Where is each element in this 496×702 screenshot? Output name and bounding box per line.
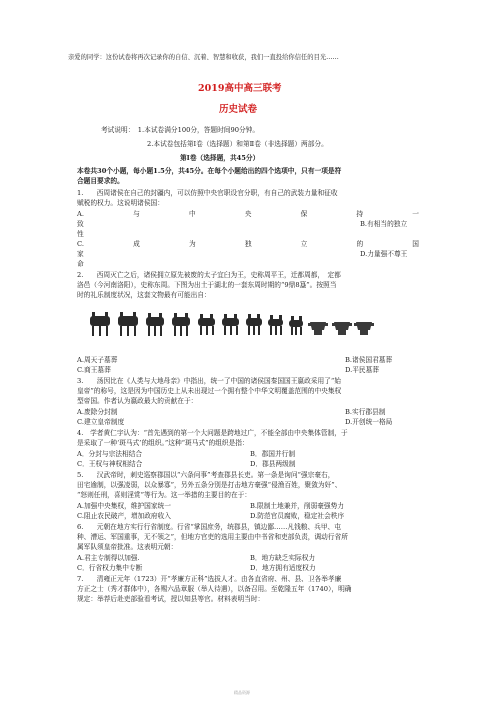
ding-vessel-icon xyxy=(289,316,303,335)
header-note: 亲爱的同学：这份试卷将再次记录你的自信、沉着、智慧和收获，我们一直投给你信任的目光…… xyxy=(68,54,339,61)
q3-stem-line2: 皇帝”的称号，这是因为中国历史上从未出现过一个拥有整个中华文明覆盖范围的中央集权 xyxy=(77,387,342,395)
q7-stem-line3: 规定：举荐后赴吏部验看考试，授以知县等官。材料表明当时： xyxy=(77,595,265,603)
part1-title: 第Ⅰ卷（选择题，共45分） xyxy=(180,154,260,162)
subject-title: 历史试卷 xyxy=(219,104,258,115)
ding-vessel-icon xyxy=(90,312,110,336)
q1-option-d-cont: 命 xyxy=(77,260,84,268)
ding-vessel-icon xyxy=(246,314,262,335)
ding-gui-vessels-image xyxy=(88,310,378,340)
q3-stem-line3: 型帝国。作者认为嬴政最大的贡献在于： xyxy=(77,397,198,405)
q3-option-b: B.实行郡县制 xyxy=(345,408,386,416)
q5-stem-line2: 田宅逾制，以强凌弱，以众暴寡”，另外五条分别是打击地方豪强“侵渔百姓，聚敛为奸”、 xyxy=(77,481,342,489)
q1-option-d: D.力量强不尊王 xyxy=(360,250,408,258)
gui-vessel-icon xyxy=(332,322,352,335)
q6-stem-line3: 属军队须皇帝批准。这表明元朝： xyxy=(77,543,178,551)
q6-option-a: A.君主专制得以加强. xyxy=(77,554,140,562)
q6-option-c: C．行省权力集中专断 xyxy=(77,564,143,572)
q1-option-b: B.有相当的独立 xyxy=(360,220,408,228)
q1-option-c-cont: 家 xyxy=(77,250,84,258)
gui-vessel-icon xyxy=(354,322,374,335)
q5-option-a: A.加强中央集权，维护国家统一 xyxy=(77,502,171,510)
q5-stem-line1: 5. 汉武帝时，刺史巡察郡国以“六条问事”考查郡县长吏。第一条是询问“强宗豪右， xyxy=(77,471,335,479)
q4-option-d: D．郡县两级制 xyxy=(250,460,296,468)
part1-intro-line2: 合题目要求的。 xyxy=(77,177,124,185)
q1-stem-line1: 1. 西周诸侯在自己的封疆内，可以仿照中央官职设官分职，有自己的武装力量和征收 xyxy=(77,189,338,197)
q5-option-c: C.阻止农民破产，增加政府收入 xyxy=(77,512,171,520)
q5-option-d: D.防范官员腐败，稳定社会秩序 xyxy=(250,512,345,520)
ding-vessel-icon xyxy=(198,314,215,335)
q3-option-d: D.开创统一格局 xyxy=(345,418,393,426)
ding-vessel-icon xyxy=(146,313,164,336)
footer-watermark: 精品资源 xyxy=(234,690,250,695)
q4-option-c: C．王权与神权相结合 xyxy=(77,460,143,468)
q4-stem-line1: 4. 学者黄仁宇认为：“首先遇到的第一个大问题是跨地过广，不能全部由中央集体管制，于 xyxy=(77,429,348,437)
q1-option-a: A. 与 中 央 保 持 一 xyxy=(77,210,419,218)
part1-intro-line1: 本卷共30个小题，每小题1.5分，共45分。在每个小题给出的四个选项中，只有一项是符 xyxy=(77,167,342,175)
q3-stem-line1: 3. 汤因比在《人类与大地母亲》中指出，统一了中国的诸侯国秦国国王嬴政采用了“始 xyxy=(77,377,341,385)
q2-option-d: D.平民墓葬 xyxy=(345,366,379,374)
q7-stem-line1: 7. 清雍正元年（1723）开“孝廉方正科”选拔人才。由各直省府、州、县、卫各举孝廉 xyxy=(77,575,342,583)
q1-option-b-cont: 性 xyxy=(77,230,84,238)
q1-option-c: C. 成 为 独 立 的 国 xyxy=(77,240,419,248)
ding-vessel-icon xyxy=(118,312,138,336)
q1-option-a-cont: 致 xyxy=(77,220,84,228)
q6-stem-line1: 6. 元朝在地方实行行省制度。行省“掌国庶务，统郡县，镇边鄙……凡钱粮、兵甲、屯 xyxy=(77,523,341,531)
instruction-2: 2.本试卷包括第Ⅰ卷（选择题）和第Ⅱ卷（非选择题）两部分。 xyxy=(147,140,328,148)
q2-stem-line1: 2. 西周灭亡之后，诸侯拥立原先被废的太子宜臼为王，史称周平王，迁都周都， 定都 xyxy=(77,271,341,279)
q1-stem-line2: 赋税的权力。这说明诸侯国： xyxy=(77,199,164,207)
q5-option-b: B.限制土地兼并，削弱豪强势力 xyxy=(250,502,344,510)
q6-stem-line2: 种、漕运、军国重事，无不领之”，但地方官吏的选用主要由中书省和吏部负责，调动行省所 xyxy=(77,533,348,541)
q7-stem-line2: 方正之士（秀才群体中），各赐六品章服（举人待遇），以备召用。至乾隆五年（1740），明确 xyxy=(77,585,352,593)
q2-option-b: B.诸侯国君墓葬 xyxy=(345,356,393,364)
gui-vessel-icon xyxy=(308,322,328,335)
q3-option-c: C.建立皇帝制度 xyxy=(77,418,125,426)
q2-option-a: A.周天子墓葬 xyxy=(77,356,118,364)
instruction-1: 考试说明： 1.本试卷满分100分，答题时间90分钟。 xyxy=(101,126,260,134)
q2-stem-line3: 时的礼乐制度状况，这套文物最有可能出自： xyxy=(77,291,211,299)
q4-stem-line2: 是采取了一种‘斑马式’的组织。”这种“斑马式”的组织是指： xyxy=(77,439,249,447)
q6-option-d: D．地方拥有适度权力 xyxy=(250,564,316,572)
q4-option-b: B．郡国并行制 xyxy=(250,450,296,458)
q6-option-b: B．地方缺乏实际权力 xyxy=(250,554,316,562)
q2-option-c: C.商王墓葬 xyxy=(77,366,111,374)
ding-vessel-icon xyxy=(268,315,283,335)
q5-stem-line3: “怒则任刑，喜则淫赏”等行为。这一举措的主要目的在于： xyxy=(77,491,252,499)
q4-option-a: A．分封与宗法相结合 xyxy=(77,450,143,458)
ding-vessel-icon xyxy=(172,313,190,336)
q3-option-a: A.废除分封制 xyxy=(77,408,118,416)
exam-title: 2019高中高三联考 xyxy=(198,83,282,94)
q2-stem-line2: 洛邑（今河南洛阳），史称东周。下图为出土于湖北的一套东周时期的“9鼎8簋”。按照当 xyxy=(77,281,337,289)
ding-vessel-icon xyxy=(222,314,239,335)
